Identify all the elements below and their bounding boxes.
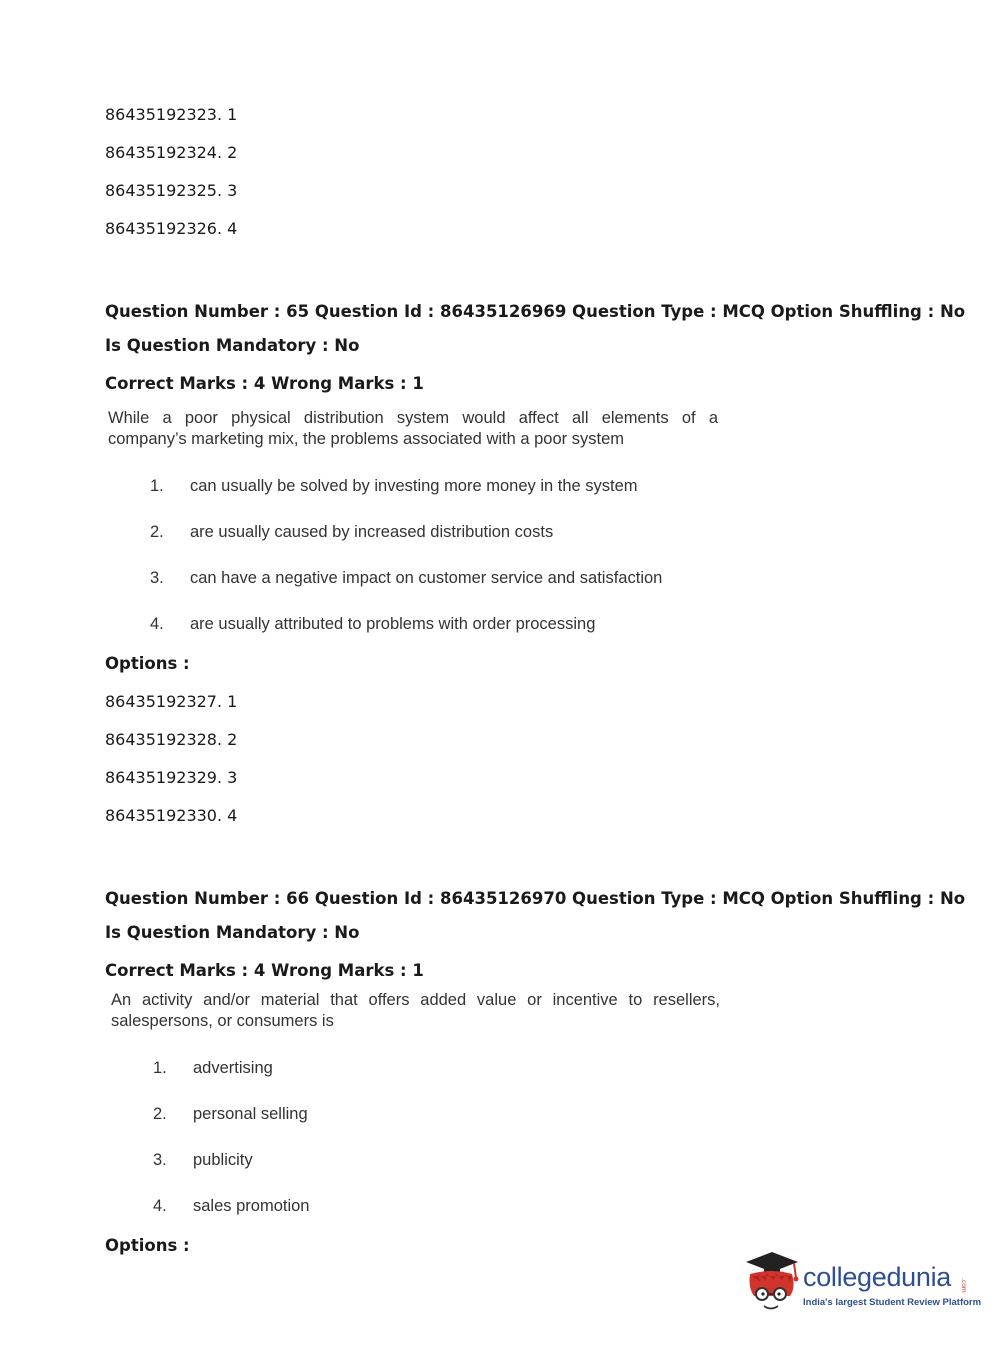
- option-line: 86435192325. 3: [105, 181, 238, 200]
- choice-text: can usually be solved by investing more money in the system: [190, 477, 638, 495]
- logo-wordmark: collegedunia: [803, 1262, 952, 1292]
- option-line: 86435192329. 3: [105, 768, 238, 787]
- choice-number: 3.: [153, 1151, 167, 1169]
- option-line: 86435192327. 1: [105, 692, 238, 711]
- question-66-choice: [153, 1058, 553, 1078]
- question-65-marks: Correct Marks : 4 Wrong Marks : 1: [105, 374, 424, 393]
- question-66-stem: [111, 990, 720, 1032]
- question-65-header: Question Number : 65 Question Id : 86435126969 Question Type : MCQ Option Shuffling : No: [105, 302, 966, 321]
- choice-text: are usually attributed to problems with order processing: [190, 615, 596, 633]
- question-66-marks: Correct Marks : 4 Wrong Marks : 1: [105, 961, 424, 980]
- option-line: 86435192330. 4: [105, 806, 238, 825]
- question-66-options-label: Options :: [105, 1236, 190, 1255]
- stem-line: salespersons, or consumers is: [111, 1012, 334, 1030]
- choice-text: can have a negative impact on customer service and satisfaction: [190, 569, 663, 587]
- stem-line: company’s marketing mix, the problems associated with a poor system: [108, 430, 624, 448]
- choice-number: 2.: [153, 1105, 167, 1123]
- option-line: 86435192326. 4: [105, 219, 238, 238]
- choice-text: are usually caused by increased distribution costs: [190, 523, 554, 541]
- choice-number: 2.: [150, 523, 164, 541]
- collegedunia-logo: [742, 1248, 982, 1318]
- choice-text: personal selling: [193, 1105, 308, 1123]
- logo-tagline: India's largest Student Review Platform: [803, 1297, 982, 1308]
- question-66-header: Question Number : 66 Question Id : 86435126970 Question Type : MCQ Option Shuffling : No: [105, 889, 966, 908]
- stem-line: An activity and/or material that offers added value or incentive to resellers,: [111, 991, 720, 1009]
- stem-line: While a poor physical distribution system would affect all elements of a: [108, 409, 718, 427]
- choice-number: 1.: [153, 1059, 167, 1077]
- option-line: 86435192324. 2: [105, 143, 238, 162]
- question-65-choice: [150, 522, 750, 542]
- choice-number: 1.: [150, 477, 164, 495]
- logo-tld: .com: [960, 1278, 967, 1293]
- choice-number: 3.: [150, 569, 164, 587]
- question-65-choice: [150, 614, 750, 634]
- question-66-choice: [153, 1150, 553, 1170]
- question-65-options-label: Options :: [105, 654, 190, 673]
- question-65-choice: [150, 476, 750, 496]
- option-line: 86435192323. 1: [105, 105, 238, 124]
- mascot-icon: [742, 1248, 804, 1318]
- question-65-mandatory: Is Question Mandatory : No: [105, 336, 360, 355]
- question-65-stem: [108, 408, 718, 450]
- question-66-choice: [153, 1196, 553, 1216]
- choice-number: 4.: [150, 615, 164, 633]
- question-66-choice: [153, 1104, 553, 1124]
- choice-text: advertising: [193, 1059, 273, 1077]
- question-66-mandatory: Is Question Mandatory : No: [105, 923, 360, 942]
- question-65-choice: [150, 568, 750, 588]
- choice-text: sales promotion: [193, 1197, 310, 1215]
- choice-text: publicity: [193, 1151, 253, 1169]
- option-line: 86435192328. 2: [105, 730, 238, 749]
- choice-number: 4.: [153, 1197, 167, 1215]
